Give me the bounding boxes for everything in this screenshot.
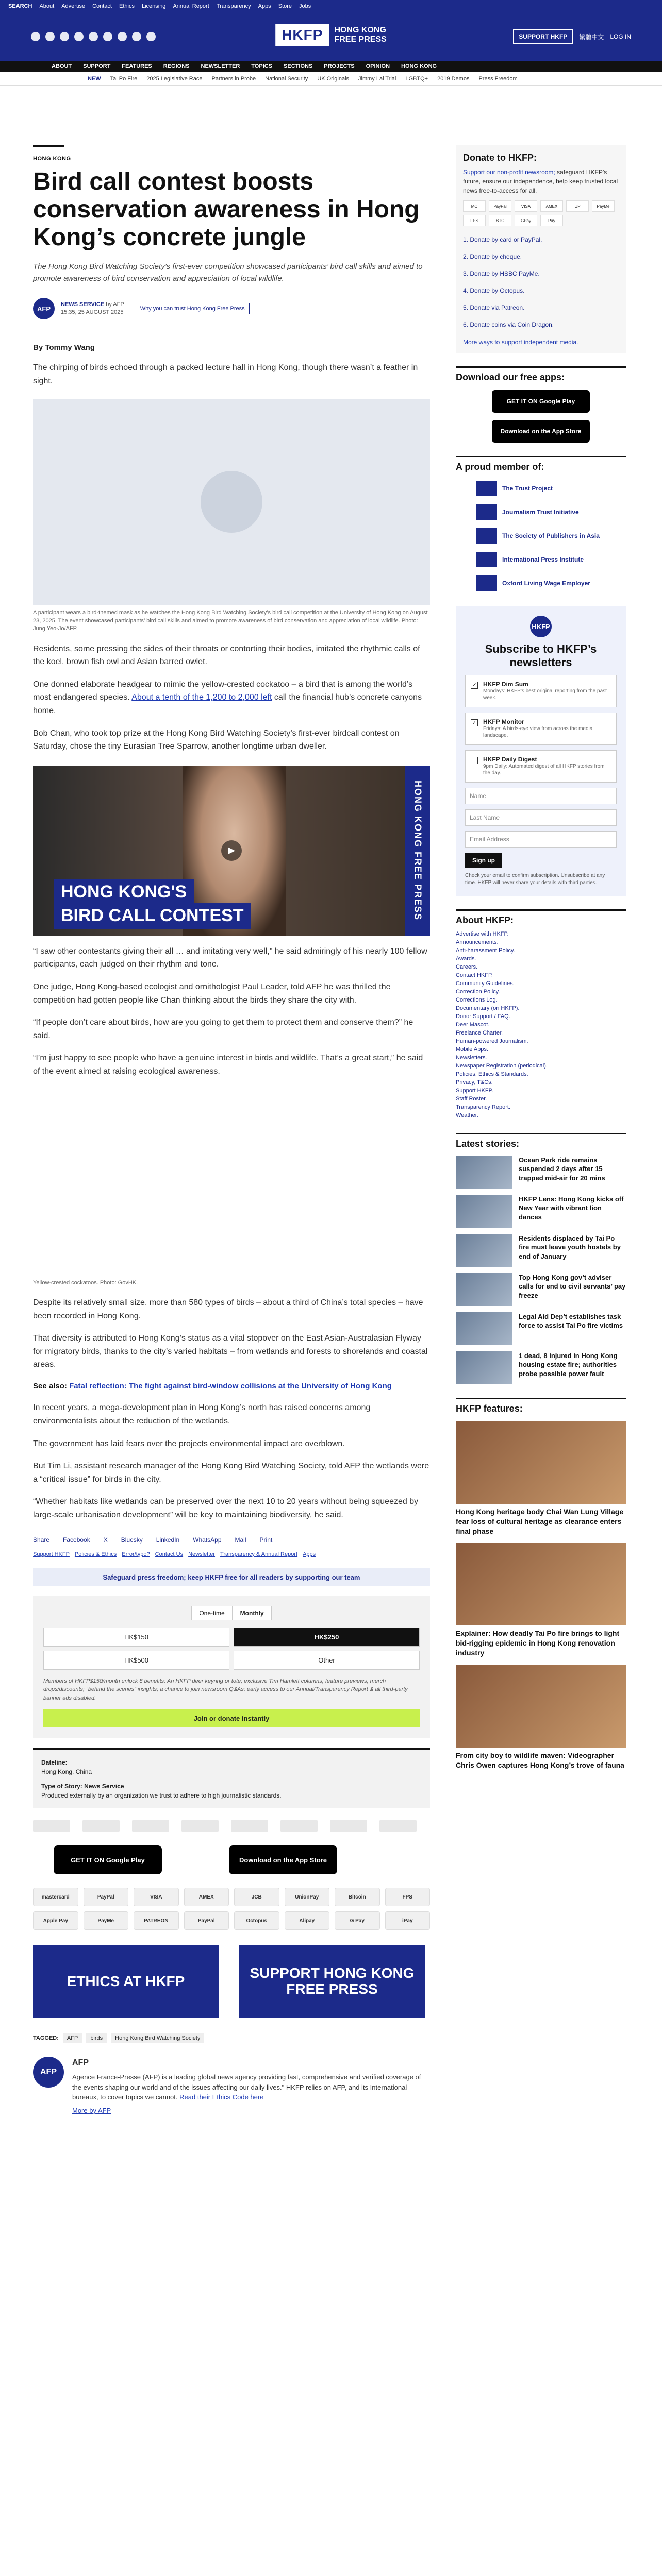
topbar-link[interactable]: Contact xyxy=(92,3,112,9)
paragraph: But Tim Li, assistant research manager of the Hong Kong Bird Watching Society, told AFP the wetlands were a “critical issue” for birds in the city. xyxy=(33,1462,429,1484)
payment-methods xyxy=(33,1888,430,1930)
topbar-link[interactable]: Store xyxy=(278,3,292,9)
feature-image xyxy=(456,1421,626,1504)
byline-date: 15:35, 25 AUGUST 2025 xyxy=(61,309,124,316)
donate-intro: safeguard HKFP’s future, ensure our independence, help keep trusted local news free-to-access for all. xyxy=(463,168,618,194)
payment-logo[interactable]: AMEX xyxy=(540,200,563,212)
payment-logo[interactable]: G Pay xyxy=(335,1911,380,1930)
story-thumbnail xyxy=(456,1351,512,1384)
feature-title[interactable]: From city boy to wildlife maven: Videographer Chris Owen captures Hong Kong’s trove of fauna xyxy=(456,1751,624,1770)
article-photo-mask[interactable] xyxy=(33,399,430,605)
top-utility-bar xyxy=(0,0,662,12)
feature-image xyxy=(456,1543,626,1625)
about-link[interactable]: Transparency Report. xyxy=(456,1104,510,1110)
trending-item[interactable]: LGBTQ+ xyxy=(405,75,428,82)
payment-logo[interactable]: PayPal xyxy=(489,200,511,212)
topbar-link[interactable]: About xyxy=(39,3,55,9)
sidebar xyxy=(456,86,626,1770)
avatar: AFP xyxy=(33,298,55,319)
about-link[interactable]: Policies, Ethics & Standards. xyxy=(456,1071,528,1077)
member-name: Oxford Living Wage Employer xyxy=(502,580,590,587)
donate-option[interactable]: 5. Donate via Patreon. xyxy=(463,299,619,316)
story-title[interactable]: Ocean Park ride remains suspended 2 days after 15 trapped mid-air for 20 mins xyxy=(519,1156,605,1182)
share-facebook[interactable]: Facebook xyxy=(63,1536,90,1544)
nav-item[interactable]: TOPICS xyxy=(251,63,273,70)
signup-button[interactable]: Sign up xyxy=(465,853,502,868)
living-wage-logo[interactable] xyxy=(231,1820,268,1832)
paragraph: One judge, Hong Kong-based ecologist and ornithologist Paul Leader, told AFP he was thrilled the competition had gotten people like Chan thinking about the birds they share the city with. xyxy=(33,982,391,1005)
newsletter-checkbox[interactable]: ✓ xyxy=(471,719,478,726)
amount-option[interactable]: HK$250 xyxy=(234,1628,420,1647)
payment-logo[interactable]: GPay xyxy=(515,215,537,226)
payment-logo[interactable]: Alipay xyxy=(285,1911,330,1930)
payment-logo[interactable]: Apple Pay xyxy=(33,1911,78,1930)
payment-logo[interactable]: PayMe xyxy=(84,1911,129,1930)
signup-note: Check your email to confirm subscription. Unsubscribe at any time. HKFP will never share your details with third parties. xyxy=(465,872,605,886)
payment-logo[interactable]: Pay xyxy=(540,215,563,226)
payment-logo[interactable]: PayPal xyxy=(84,1888,129,1906)
paragraph: “I saw other contestants giving their all … and imitating very well,” he said admiringly of his nearly 100 fellow participants, each judged on their rhythm and tone. xyxy=(33,946,427,969)
photo-caption: A participant wears a bird-themed mask as he watches the Hong Kong Bird Watching Society’s bird call competition at the University of Hong Kong on August 23, 2025. The event showcased participants’ bird call skills and aimed to promote awareness of bird conservation and appreciation of local wildlife. Photo: Jung Yeo-Jo/AFP. xyxy=(33,609,428,632)
features-heading: HKFP features: xyxy=(456,1398,626,1414)
topbar-link[interactable]: Transparency xyxy=(216,3,251,9)
policy-link[interactable]: Newsletter xyxy=(188,1551,216,1557)
feature-title[interactable]: Hong Kong heritage body Chai Wan Lung Village fear loss of cultural heritage as clearance enters final phase xyxy=(456,1507,624,1535)
press-logo[interactable] xyxy=(280,1820,318,1832)
hkfp-badge: HKFP xyxy=(530,616,552,637)
payment-logo[interactable]: UnionPay xyxy=(285,1888,330,1906)
feature-image xyxy=(456,1665,626,1748)
paragraph: The government has laid fears over the projects environmental impact are overblown. xyxy=(33,1439,345,1448)
site-logo[interactable] xyxy=(275,24,387,46)
rss-icon[interactable] xyxy=(146,32,156,41)
payment-logo[interactable]: AMEX xyxy=(184,1888,229,1906)
payment-logo[interactable]: JCB xyxy=(234,1888,279,1906)
logo-line-1: HONG KONG xyxy=(334,26,386,35)
section-label[interactable]: HONG KONG xyxy=(33,156,71,162)
policy-link[interactable]: Apps xyxy=(303,1551,316,1557)
member-heading: A proud member of: xyxy=(456,456,626,472)
member-name: The Society of Publishers in Asia xyxy=(502,532,600,539)
payment-logo[interactable]: PATREON xyxy=(134,1911,179,1930)
subscribe-heading: Subscribe to HKFP’s newsletters xyxy=(485,642,597,669)
share-bluesky[interactable]: Bluesky xyxy=(121,1536,143,1544)
newsletter-signup xyxy=(456,606,626,896)
video-title-line-1: HONG KONG'S xyxy=(54,879,194,905)
social-icons xyxy=(31,32,156,41)
nav-item[interactable]: HONG KONG xyxy=(401,63,437,70)
about-link[interactable]: Advertise with HKFP. xyxy=(456,930,509,937)
more-by-author-link[interactable]: More by AFP xyxy=(72,2106,111,2114)
topbar-search[interactable]: SEARCH xyxy=(8,3,32,9)
photo-placeholder xyxy=(33,399,430,605)
bluesky-icon[interactable] xyxy=(89,32,98,41)
paragraph: Bob Chan, who took top prize at the Hong Kong Bird Watching Society’s first-ever birdcall contest on Saturday, chose the tiny Eurasian Tree Sparrow, another longtime urban dweller. xyxy=(33,728,400,751)
policy-links xyxy=(33,1548,430,1561)
topbar-link[interactable]: Advertise xyxy=(61,3,86,9)
donate-widget xyxy=(33,1596,430,1738)
trending-item[interactable]: Jimmy Lai Trial xyxy=(358,75,396,82)
newsletter-option[interactable] xyxy=(465,750,617,783)
inline-link[interactable]: About a tenth of the 1,200 to 2,000 left xyxy=(131,693,272,702)
ipi-icon xyxy=(476,552,497,567)
payment-logo[interactable]: UP xyxy=(566,200,589,212)
member-name: The Trust Project xyxy=(502,485,553,492)
payment-logo[interactable]: PayMe xyxy=(592,200,615,212)
member-logo[interactable] xyxy=(476,575,626,591)
hkjc-logo[interactable] xyxy=(330,1820,367,1832)
author-bio-text: Agence France-Presse (AFP) is a leading global news agency providing fast, comprehensive and verified coverage of the events shaping our world and of the issues affecting our daily lives." HKFP relies on AFP, and its International bureaux, to cover topics we cannot. xyxy=(72,2073,421,2102)
latest-story[interactable] xyxy=(456,1234,626,1267)
story-thumbnail xyxy=(456,1312,512,1345)
paragraph: Residents, some pressing the sides of their throats or contorting their bodies, imitated the rhythmic calls of the koel, brown fish owl and Asian barred owlet. xyxy=(33,644,420,667)
article-title: Bird call contest boosts conservation awareness in Hong Kong’s concrete jungle xyxy=(33,168,420,251)
newsletter-checkbox[interactable] xyxy=(471,757,478,764)
topbar-link[interactable]: Annual Report xyxy=(173,3,209,9)
living-wage-icon xyxy=(476,575,497,591)
tag[interactable]: Hong Kong Bird Watching Society xyxy=(111,2033,204,2043)
instagram-icon[interactable] xyxy=(60,32,69,41)
jti-icon xyxy=(476,504,497,520)
trending-item[interactable]: Tai Po Fire xyxy=(110,75,138,82)
avatar[interactable]: AFP xyxy=(33,2057,64,2088)
donate-option[interactable]: 1. Donate by card or PayPal. xyxy=(463,231,619,248)
newsletter-desc: Mondays: HKFP’s best original reporting from the past week. xyxy=(483,688,607,701)
about-links xyxy=(456,930,626,1120)
payment-logo[interactable]: BTC xyxy=(489,215,511,226)
about-link[interactable]: Awards. xyxy=(456,955,476,962)
share-mail[interactable]: Mail xyxy=(235,1536,246,1544)
story-type-label: Type of Story: News Service xyxy=(41,1783,124,1790)
newsletter-desc: 9pm Daily: Automated digest of all HKFP stories from the day. xyxy=(483,763,605,776)
article-author: By Tommy Wang xyxy=(33,343,95,352)
topbar-link[interactable]: Licensing xyxy=(141,3,166,9)
donate-option[interactable]: 2. Donate by cheque. xyxy=(463,248,619,265)
tags-label: TAGGED: xyxy=(33,2035,59,2042)
email-field[interactable]: Email Address xyxy=(465,831,617,848)
byline-by[interactable]: by AFP xyxy=(106,301,124,308)
topbar-link[interactable]: Apps xyxy=(258,3,271,9)
trending-item[interactable]: Partners in Probe xyxy=(211,75,256,82)
paragraph: Despite its relatively small size, more than 580 types of birds – about a third of China’s total species – have been recorded in Hong Kong. xyxy=(33,1298,423,1320)
title-rule xyxy=(33,145,64,147)
video-title-line-2: BIRD CALL CONTEST xyxy=(54,903,251,929)
ipi-logo[interactable] xyxy=(181,1820,219,1832)
feature-story[interactable] xyxy=(456,1665,626,1770)
trending-item[interactable]: Press Freedom xyxy=(478,75,518,82)
about-link[interactable]: Staff Roster. xyxy=(456,1095,487,1102)
topbar-link[interactable]: Ethics xyxy=(119,3,135,9)
latest-story[interactable] xyxy=(456,1312,626,1345)
payment-logo[interactable]: FPS xyxy=(385,1888,431,1906)
about-link[interactable]: Careers. xyxy=(456,963,478,970)
email-icon[interactable] xyxy=(132,32,141,41)
about-link[interactable]: Support HKFP. xyxy=(456,1087,493,1094)
latest-story[interactable] xyxy=(456,1273,626,1306)
main-nav xyxy=(0,61,662,72)
donate-option[interactable]: 3. Donate by HSBC PayMe. xyxy=(463,265,619,282)
newsletter-desc: Fridays: A birds-eye view from across the media landscape. xyxy=(483,725,593,739)
donate-note: Members of HKFP$150/month unlock 8 benefits: An HKFP deer keyring or tote; exclusive Tim Hamlett columns; feature previews; merch drops/discounts; “behind the scenes” insights; a chance to join newsroom Q&As; early access to our Annual/Transparency Report & all third-party banner ads disabled. xyxy=(43,1677,408,1701)
paragraph: The chirping of birds echoed through a packed lecture hall in Hong Kong, though there wasn’t a feather in sight. xyxy=(33,363,418,385)
payment-logo[interactable]: Octopus xyxy=(234,1911,279,1930)
trust-button[interactable]: Why you can trust Hong Kong Free Press xyxy=(136,303,250,314)
threads-icon[interactable] xyxy=(74,32,84,41)
brand-bar xyxy=(0,12,662,61)
member-logo[interactable] xyxy=(476,552,626,567)
member-name: Journalism Trust Initiative xyxy=(502,509,579,516)
latest-heading: Latest stories: xyxy=(456,1133,626,1149)
youtube-icon[interactable] xyxy=(118,32,127,41)
name-field[interactable]: Name xyxy=(465,788,617,804)
play-icon[interactable]: ▶ xyxy=(221,840,242,861)
paragraph: “I’m just happy to see people who have a genuine interest in birds and wildlife. That’s a great start,” he said of the event aimed at raising ecological awareness. xyxy=(33,1054,423,1076)
policy-link[interactable]: Policies & Ethics xyxy=(74,1551,117,1557)
story-title[interactable]: HKFP Lens: Hong Kong kicks off New Year with vibrant lion dances xyxy=(519,1195,624,1221)
payment-logo[interactable]: VISA xyxy=(515,200,537,212)
paragraph: That diversity is attributed to Hong Kong’s status as a vital stopover on the East Asian-Australasian Flyway for migratory birds, thanks to the city’s varied habitats – from wetlands and forests to shorelands and coastal areas. xyxy=(33,1334,428,1369)
about-link[interactable]: Weather. xyxy=(456,1112,478,1118)
trending-bar xyxy=(0,72,662,86)
story-thumbnail xyxy=(456,1273,512,1306)
support-promo[interactable]: SUPPORT HONG KONG FREE PRESS xyxy=(239,1945,425,2018)
photo-caption: Yellow-crested cockatoos. Photo: GovHK. xyxy=(33,1279,138,1286)
login-link[interactable]: LOG IN xyxy=(610,33,631,40)
payment-logo[interactable]: FPS xyxy=(463,215,486,226)
story-type-desc: Produced externally by an organization we trust to adhere to high journalistic standards. xyxy=(41,1792,282,1800)
dateline-box xyxy=(33,1748,430,1808)
amount-option[interactable]: HK$150 xyxy=(43,1628,229,1647)
donate-options xyxy=(463,231,619,333)
byline xyxy=(33,298,430,319)
payment-logo[interactable]: MC xyxy=(463,200,486,212)
nav-item[interactable]: ABOUT xyxy=(52,63,72,70)
donate-option[interactable]: 4. Donate by Octopus. xyxy=(463,282,619,299)
about-link[interactable]: Correction Policy. xyxy=(456,988,500,995)
about-link[interactable]: Anti-harassment Policy. xyxy=(456,947,515,954)
paragraph: “If people don’t care about birds, how are you going to get them to protect them and conserve them?” he said. xyxy=(33,1018,413,1040)
article-photo-cockatoos[interactable] xyxy=(33,1090,430,1275)
policy-link[interactable]: Contact Us xyxy=(155,1551,184,1557)
about-link[interactable]: Newsletters. xyxy=(456,1054,487,1061)
logo-box: HKFP xyxy=(275,24,329,46)
share-x[interactable]: X xyxy=(103,1536,108,1544)
linkedin-icon[interactable] xyxy=(103,32,112,41)
trending-item[interactable]: National Security xyxy=(265,75,308,82)
about-link[interactable]: Documentary (on HKFP). xyxy=(456,1005,520,1011)
policy-link[interactable]: Transparency & Annual Report xyxy=(220,1551,298,1557)
share-bar xyxy=(33,1536,430,1544)
author-bio xyxy=(72,2072,423,2103)
donate-sidebar xyxy=(456,145,626,353)
sopa-logo[interactable] xyxy=(132,1820,169,1832)
feature-story[interactable] xyxy=(456,1543,626,1658)
about-link[interactable]: Privacy, T&Cs. xyxy=(456,1079,493,1086)
facebook-icon[interactable] xyxy=(31,32,40,41)
member-logo[interactable] xyxy=(476,528,626,544)
feature-story[interactable] xyxy=(456,1421,626,1536)
newsletter-checkbox[interactable]: ✓ xyxy=(471,682,478,689)
feature-title[interactable]: Explainer: How deadly Tai Po fire brings to light bid-rigging epidemic in Hong Kong renovation industry xyxy=(456,1629,620,1657)
amount-option[interactable]: Other xyxy=(234,1651,420,1670)
newsletter-name: HKFP Daily Digest xyxy=(483,755,537,763)
story-thumbnail xyxy=(456,1234,512,1267)
share-linkedin[interactable]: LinkedIn xyxy=(156,1536,180,1544)
nav-item[interactable]: SECTIONS xyxy=(284,63,313,70)
nav-item[interactable]: SUPPORT xyxy=(83,63,111,70)
jti-logo[interactable] xyxy=(82,1820,120,1832)
donate-heading: Donate to HKFP: xyxy=(463,152,537,163)
paragraph-text: call the financial hub’s concrete canyons home. xyxy=(33,693,422,715)
trust-project-logo[interactable] xyxy=(33,1820,70,1832)
about-link[interactable]: Newspaper Registration (periodical). xyxy=(456,1062,548,1069)
about-link[interactable]: Community Guidelines. xyxy=(456,980,515,987)
story-thumbnail xyxy=(456,1156,512,1189)
about-link[interactable]: Deer Mascot. xyxy=(456,1021,490,1028)
dateline-label: Dateline: xyxy=(41,1759,68,1767)
payment-logo[interactable]: VISA xyxy=(134,1888,179,1906)
trending-label: NEW xyxy=(88,75,101,82)
app-store-badge[interactable]: Download on the App Store xyxy=(229,1845,337,1874)
google-play-badge[interactable]: GET IT ON Google Play xyxy=(54,1845,162,1874)
trending-item[interactable]: 2025 Legislative Race xyxy=(146,75,203,82)
story-title[interactable]: Top Hong Kong gov’t adviser calls for end to civil servants’ pay freeze xyxy=(519,1273,626,1299)
see-also-link[interactable]: Fatal reflection: The fight against bird-window collisions at the University of Hong Kong xyxy=(69,1381,392,1391)
payment-logo[interactable]: iPay xyxy=(385,1911,431,1930)
member-logo[interactable] xyxy=(476,504,626,520)
newsletter-option[interactable] xyxy=(465,675,617,707)
latest-story[interactable] xyxy=(456,1351,626,1384)
donate-option[interactable]: 6. Donate coins via Coin Dragon. xyxy=(463,316,619,333)
policy-link[interactable]: Error/typo? xyxy=(122,1551,150,1557)
dateline-value: Hong Kong, China xyxy=(41,1768,92,1776)
video-player[interactable] xyxy=(33,766,430,936)
story-thumbnail xyxy=(456,1195,512,1228)
nav-item[interactable]: FEATURES xyxy=(122,63,152,70)
google-play-badge[interactable]: GET IT ON Google Play xyxy=(492,390,590,413)
share-whatsapp[interactable]: WhatsApp xyxy=(193,1536,222,1544)
app-store-badge[interactable]: Download on the App Store xyxy=(492,420,590,443)
topbar-link[interactable]: Jobs xyxy=(299,3,311,9)
trending-item[interactable]: 2019 Demos xyxy=(437,75,470,82)
ethics-code-link[interactable]: Read their Ethics Code here xyxy=(179,2093,264,2102)
about-heading: About HKFP: xyxy=(456,909,626,926)
membership-badges xyxy=(33,1820,430,1832)
tag[interactable]: birds xyxy=(86,2033,107,2043)
about-link[interactable]: Contact HKFP. xyxy=(456,972,493,978)
payment-logo[interactable]: PayPal xyxy=(184,1911,229,1930)
freq-monthly[interactable]: Monthly xyxy=(233,1606,272,1620)
see-also xyxy=(33,1381,430,1393)
nav-item[interactable]: OPINION xyxy=(366,63,390,70)
article-standfirst: The Hong Kong Bird Watching Society’s first-ever competition showcased participants’ bird call skills and aimed to promote awareness of bird conservation and appreciation of local wildlife. xyxy=(33,262,423,283)
author-name[interactable]: AFP xyxy=(72,2058,89,2067)
paragraph-text: One donned elaborate headgear to mimic the yellow-crested cockatoo – a bird that is among the world’s most endangered species. xyxy=(33,680,413,702)
payment-logo[interactable]: Bitcoin xyxy=(335,1888,380,1906)
share-label: Share xyxy=(33,1536,50,1544)
amount-option[interactable]: HK$500 xyxy=(43,1651,229,1670)
story-title[interactable]: 1 dead, 8 injured in Hong Kong housing estate fire; authorities probe possible power fault xyxy=(519,1351,618,1378)
about-link[interactable]: Human-powered Journalism. xyxy=(456,1038,528,1044)
language-switch[interactable]: 繁體中文 xyxy=(579,33,604,41)
donate-button[interactable]: Join or donate instantly xyxy=(43,1709,420,1727)
story-title[interactable]: Residents displaced by Tai Po fire must leave youth hostels by end of January xyxy=(519,1234,621,1260)
newsletter-name: HKFP Dim Sum xyxy=(483,680,528,688)
apps-heading: Download our free apps: xyxy=(456,366,626,383)
freq-one-time[interactable]: One-time xyxy=(191,1606,232,1620)
story-title[interactable]: Legal Aid Dep’t establishes task force to assist Tai Po fire victims xyxy=(519,1312,623,1330)
paragraph xyxy=(33,678,430,718)
about-link[interactable]: Donor Support / FAQ. xyxy=(456,1013,510,1020)
author-box xyxy=(33,2057,430,2115)
support-hkfp-button[interactable]: SUPPORT HKFP xyxy=(513,29,573,44)
latest-story[interactable] xyxy=(456,1156,626,1189)
trending-item[interactable]: UK Originals xyxy=(317,75,350,82)
policy-link[interactable]: Support HKFP xyxy=(33,1551,70,1557)
about-link[interactable]: Announcements. xyxy=(456,939,499,945)
nav-item[interactable]: PROJECTS xyxy=(324,63,355,70)
newsletter-option[interactable] xyxy=(465,713,617,745)
member-name: International Press Institute xyxy=(502,556,584,563)
share-print[interactable]: Print xyxy=(259,1536,273,1544)
donate-intro-link[interactable]: Support our non-profit newsroom; xyxy=(463,168,555,176)
payment-logo[interactable]: mastercard xyxy=(33,1888,78,1906)
sopa-icon xyxy=(476,528,497,544)
last-name-field[interactable]: Last Name xyxy=(465,809,617,826)
nav-item[interactable]: NEWSLETTER xyxy=(201,63,240,70)
association-logo[interactable] xyxy=(379,1820,417,1832)
paragraph: In recent years, a mega-development plan in Hong Kong’s north has raised concerns among environmentalists about the reduction of the wetlands. xyxy=(33,1403,371,1426)
article-main xyxy=(33,86,430,2115)
video-brand-strip: HONG KONG FREE PRESS xyxy=(405,766,430,936)
newsletter-name: HKFP Monitor xyxy=(483,718,524,725)
logo-line-2: FREE PRESS xyxy=(334,35,387,44)
latest-story[interactable] xyxy=(456,1195,626,1228)
tags-row xyxy=(33,2033,430,2043)
byline-source[interactable]: NEWS SERVICE xyxy=(61,301,105,308)
about-link[interactable]: Corrections Log. xyxy=(456,996,498,1003)
more-ways-link[interactable]: More ways to support independent media. xyxy=(463,338,578,346)
see-also-label: See also: xyxy=(33,1381,67,1391)
paragraph: “Whether habitats like wetlands can be preserved over the next 10 to 20 years without being squeezed by large-scale urbanisation development” will be key to maintaining biodiversity, he said. xyxy=(33,1497,419,1519)
safeguard-banner[interactable]: Safeguard press freedom; keep HKFP free for all readers by supporting our team xyxy=(33,1568,430,1586)
member-logo[interactable] xyxy=(476,481,626,496)
about-link[interactable]: Freelance Charter. xyxy=(456,1029,503,1036)
about-link[interactable]: Mobile Apps. xyxy=(456,1046,488,1053)
tag[interactable]: AFP xyxy=(63,2033,82,2043)
nav-item[interactable]: REGIONS xyxy=(163,63,190,70)
ethics-promo[interactable]: ETHICS AT HKFP xyxy=(33,1945,219,2018)
payment-mini-logos xyxy=(463,200,619,226)
x-icon[interactable] xyxy=(45,32,55,41)
trust-project-icon xyxy=(476,481,497,496)
photo-placeholder xyxy=(33,1090,430,1275)
